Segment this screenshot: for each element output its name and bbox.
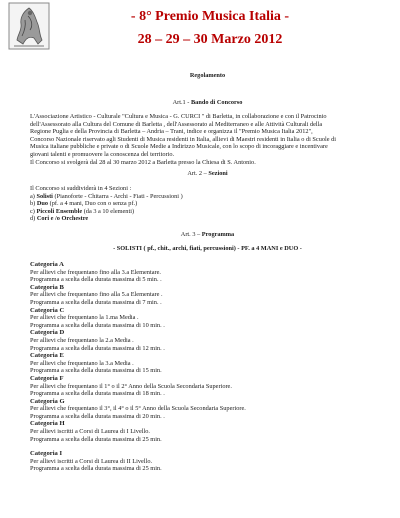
category-name: Categoria I — [30, 450, 63, 458]
category-name: Categoria D — [30, 329, 65, 337]
section-item: b) Duo (pf. a 4 mani, Duo con o senza pf.) — [30, 200, 138, 208]
regolamento-heading: Regolamento — [189, 72, 226, 79]
category-line: Per allievi che frequentano il 3°, il 4° o il 5° Anno della Scuola Secondaria Superiore. — [30, 405, 246, 413]
art1-line: Musica italiane pubbliche e private o di Scuole Medie a Indirizzo Musicale, con lo scopo di incoraggiare e incentivare — [30, 143, 328, 151]
section-name: Duo — [36, 200, 49, 208]
category-line: Per allievi che frequentano la 2.a Media . — [30, 336, 134, 344]
category-line: Programma a scelta della durata massima di 12 min. . — [30, 344, 165, 352]
category-line: Per allievi che frequentano la 1.ma Media . — [30, 314, 139, 322]
art1-title: Bando di Concorso — [190, 99, 243, 106]
section-detail: (pf. a 4 mani, Duo con o senza pf.) — [48, 200, 138, 208]
section-item: d) Cori e /o Orchestre — [30, 215, 89, 223]
category-line: Per allievi iscritti a Corsi di Laurea di II Livello. — [30, 457, 153, 465]
art2-title: Sezioni — [208, 170, 228, 177]
premio-musica-logo — [8, 2, 50, 50]
category-line: Programma a scelta della durata massima di 25 min. — [30, 465, 162, 473]
art1-heading — [30, 99, 385, 107]
art1-prefix: Art.1 - — [172, 99, 191, 106]
category-name: Categoria A — [30, 261, 64, 268]
category-name: Categoria C — [30, 306, 65, 314]
section-name: Cori e /o Orchestre — [36, 215, 89, 223]
category-line: Programma a scelta della durata massima di 10 min. . — [30, 321, 165, 329]
section-item: c) Piccoli Ensemble (da 3 a 10 elementi) — [30, 207, 135, 215]
category-line: Per allievi che frequentano la 3.a Media . — [30, 359, 134, 367]
art3-prefix: Art. 3 – — [180, 231, 202, 238]
art1-line: dell'Assessorato alla Cultura del Comune di Barletta , dell'Assessorato al Mediterraneo e alle Attività Culturali della — [30, 120, 323, 128]
category-line: Programma a scelta della durata massima di 15 min. — [30, 367, 162, 375]
category-name: Categoria G — [30, 397, 65, 405]
art1-line: Regione Puglia e della Provincia di Barletta – Andria – Trani, indice e organizza il "Premio Musica Italia 2012", — [30, 128, 313, 136]
title-line-1: - 8° Premio Musica Italia - — [130, 9, 290, 24]
title-line-2: 28 – 29 – 30 Marzo 2012 — [137, 32, 283, 47]
art2-prefix: Art. 2 – — [187, 170, 209, 177]
category-name: Categoria E — [30, 352, 64, 360]
art1-line: Il Concorso si svolgerà dal 28 al 30 marzo 2012 a Barletta presso la Chiesa di S. Antonio. — [30, 158, 256, 166]
section-detail: (Pianoforte - Chitarra - Archi - Fiati - Percussioni ) — [52, 192, 183, 200]
art3-heading — [30, 231, 385, 239]
art1-line: giovani talenti e promuovere la conoscenza del territorio. — [30, 150, 175, 158]
category-line: Programma a scelta della durata massima di 7 min. . — [30, 298, 162, 306]
category-line: Per allievi che frequentano fino alla 5.a Elementare . — [30, 291, 163, 299]
category-line: Programma a scelta della durata massima di 18 min. . — [30, 390, 165, 398]
art3-subheading: - SOLISTI ( pf., chit., archi, fiati, percussioni) - PF. a 4 MANI e DUO - — [113, 245, 302, 252]
category-name: Categoria F — [30, 374, 64, 382]
category-line: Per allievi che frequentano il 1° o il 2° Anno della Scuola Secondaria Superiore. — [30, 382, 232, 390]
art2-intro: Il Concorso si suddividerà in 4 Sezioni : — [30, 185, 132, 192]
art1-line: L'Associazione Artistico - Culturale "Cultura e Musica - G. CURCI " di Barletta, in collaborazione e con il Patrocinio — [30, 113, 327, 120]
art1-line: Concorso Nazionale riservato agli Studenti di Musica residenti in Italia, allievi di Maestri residenti in Italia o di Scuole di — [30, 135, 337, 143]
category-line: Per allievi che frequentano fino alla 3.a Elementare. — [30, 268, 161, 276]
art2-body — [30, 185, 385, 223]
art1-body — [30, 113, 385, 166]
section-detail: (da 3 a 10 elementi) — [82, 207, 135, 215]
category-line: Programma a scelta della durata massima di 25 min. — [30, 435, 162, 443]
category-name: Categoria B — [30, 283, 64, 291]
art3-title: Programma — [201, 231, 235, 238]
section-item: a) Solisti (Pianoforte - Chitarra - Archi - Fiati - Percussioni ) — [30, 192, 183, 200]
categories-list — [30, 261, 385, 473]
section-name: Piccoli Ensemble — [36, 207, 83, 215]
category-line: Programma a scelta della durata massima di 5 min. . — [30, 276, 162, 284]
category-name: Categoria H — [30, 420, 65, 428]
category-line: Per allievi iscritti a Corsi di Laurea di I Livello. — [30, 428, 150, 436]
category-line: Programma a scelta della durata massima di 20 min. . — [30, 412, 165, 420]
section-name: Solisti — [36, 192, 53, 200]
art2-heading — [30, 170, 385, 178]
